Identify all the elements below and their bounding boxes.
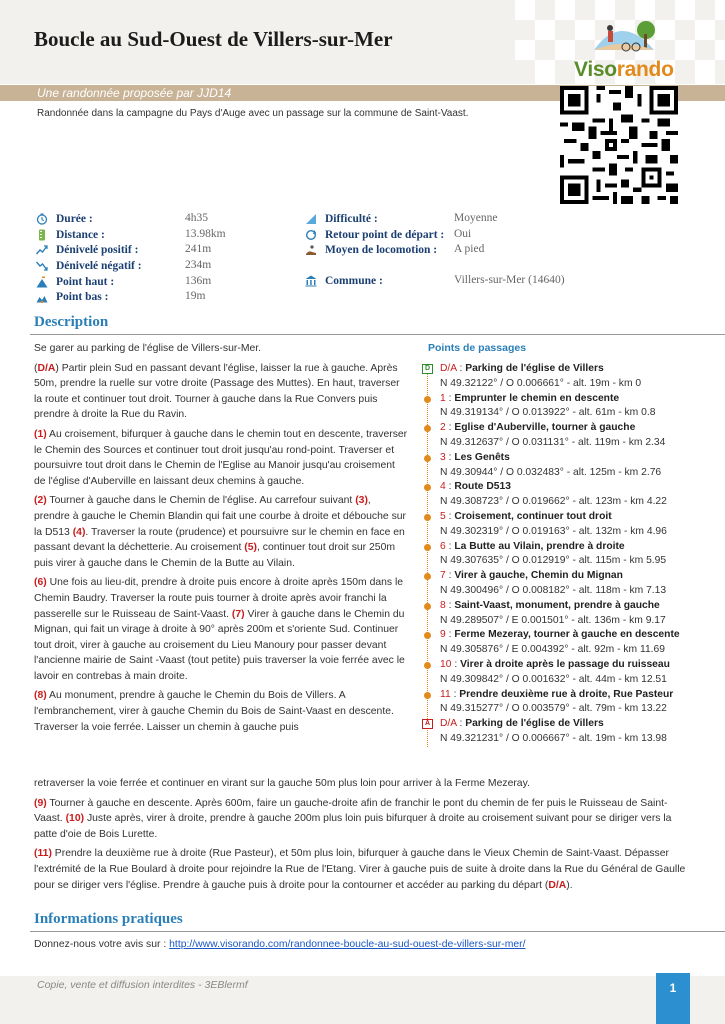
page-title: Boucle au Sud-Ouest de Villers-sur-Mer	[34, 27, 393, 51]
stat-low-point	[36, 290, 296, 306]
description-paragraph: (8) Au monument, prendre à gauche le Chemin du Bois de Villers. A l'embranchement, virer à gauche Chemin du Bois de Saint-Vaast en descente. Traverser la voie ferrée. Laisser un chemin à gauche puis	[34, 690, 394, 733]
description-paragraph: (D/A) Partir plein Sud en passant devant l'église, laisser la rue à gauche. Après 50m, prendre la ruelle sur votre droite (Passage des Muttes). En haut, traverser la route et continuer tout droit. Tourner à gauche dans la Rue Convers puis prendre à droite la Rue du Ravin.	[34, 362, 400, 421]
waypoint-item: 11 : Prendre deuxième rue à droite, Rue Pasteur N 49.315277° / O 0.003579° - alt. 79m - km 13.22	[422, 688, 702, 718]
stat-label: Distance :	[56, 228, 105, 241]
page-number: 1	[656, 973, 690, 1024]
practical-rule	[30, 931, 725, 932]
stat-difficulty	[305, 212, 605, 228]
ascent-icon	[36, 244, 48, 256]
stat-label: Dénivelé positif :	[56, 244, 139, 257]
town-hall-icon	[305, 275, 317, 287]
waypoint-dot-icon	[424, 396, 431, 403]
description-paragraph: (6) Une fois au lieu-dit, prendre à droite puis encore à droite après 150m dans le Chemin Baudry. Traverser la route puis tourner à droite après avoir franchi la passerelle sur le Ruisseau de Saint-Vaast. (7) Virer à gauche dans le Chemin du Mignan, qui fait un virage à droite à 90° après 200m et s'oriente Sud. Continuer tout droit, virer à gauche au croisement du Lieu Manoury pour passer devant l'ancienne mairie de Saint -Vaast (tout petite) puis traverser la voie ferrée avec le lavoir en contrebas à main droite.	[34, 577, 405, 682]
stats-left	[36, 212, 296, 306]
waypoint-dot-icon	[424, 632, 431, 639]
feedback-line	[34, 939, 525, 950]
waypoint-item: 2 : Eglise d'Auberville, tourner à gauche N 49.312637° / O 0.031131° - alt. 119m - km 2.34	[422, 421, 702, 451]
stat-value: 241m	[185, 243, 212, 256]
waypoints-list	[422, 362, 702, 747]
stat-value: A pied	[454, 243, 485, 256]
waypoint-dot-icon	[424, 662, 431, 669]
descent-icon	[36, 260, 48, 272]
waypoint-item: 6 : La Butte au Vilain, prendre à droite N 49.307635° / O 0.012919° - alt. 115m - km 5.95	[422, 540, 702, 570]
stat-label: Moyen de locomotion :	[325, 244, 438, 257]
waypoint-dot-icon	[424, 425, 431, 432]
waypoints-heading: Points de passages	[428, 342, 527, 354]
waypoint-item: 9 : Ferme Mezeray, tourner à gauche en descente N 49.305876° / E 0.004392° - alt. 92m - km 11.69	[422, 628, 702, 658]
ruler-icon	[36, 229, 48, 241]
description-paragraph: retraverser la voie ferrée et continuer en virant sur la gauche 50m plus loin pour arriver à la Ferme Mezeray.	[34, 778, 530, 789]
stat-value: Villers-sur-Mer (14640)	[454, 274, 565, 287]
stat-value: Oui	[454, 227, 472, 240]
stat-label: Commune :	[325, 275, 383, 288]
waypoint-dot-icon	[424, 544, 431, 551]
waypoint-item: 7 : Virer à gauche, Chemin du Mignan N 49.300496° / O 0.008182° - alt. 118m - km 7.13	[422, 569, 702, 599]
start-flag-icon: D	[422, 364, 433, 374]
stat-value: 13.98km	[185, 227, 226, 240]
stat-label: Point haut :	[56, 275, 115, 288]
logo-part-rando: rando	[616, 58, 674, 81]
description-column	[34, 341, 409, 739]
waypoint-dot-icon	[424, 603, 431, 610]
waypoint-item: 3 : Les Genêts N 49.30944° / O 0.032483° - alt. 125m - km 2.76	[422, 451, 702, 481]
feedback-link[interactable]: http://www.visorando.com/randonnee-boucle-au-sud-ouest-de-villers-sur-mer/	[169, 939, 526, 950]
stat-label: Durée :	[56, 213, 93, 225]
loop-icon	[305, 229, 317, 241]
intro-text: Randonnée dans la campagne du Pays d'Auge avec un passage sur la commune de Saint-Vaast.	[37, 108, 469, 119]
stat-label: Retour point de départ :	[325, 228, 445, 241]
description-paragraph: (1) Au croisement, bifurquer à gauche dans le chemin tout en descente, traverser le Chemin des Sources et continuer tout droit jusqu'au rond-point. Traverser et poursuivre tout droit dans le Chemin de l'Eglise au Manoir jusqu'au croisement de l'église d'Auberville en laissant deux chemins à gauche.	[34, 428, 408, 487]
practical-heading: Informations pratiques	[34, 911, 183, 927]
description-wide	[34, 776, 694, 897]
stat-return	[305, 228, 605, 244]
stats-right	[305, 212, 605, 290]
waypoint-dot-icon	[424, 514, 431, 521]
waypoint-item: 1 : Emprunter le chemin en descente N 49.319134° / O 0.013922° - alt. 61m - km 0.8	[422, 392, 702, 422]
waypoint-dot-icon	[424, 484, 431, 491]
stat-spacer	[305, 259, 605, 290]
logo-part-viso: Viso	[574, 58, 617, 81]
stat-ascent	[36, 243, 296, 259]
description-rule	[30, 334, 725, 335]
stat-locomotion	[305, 243, 605, 259]
description-paragraph: (2) Tourner à gauche dans le Chemin de l'église. Au carrefour suivant (3), prendre à gauche le Chemin Blandin qui fait une courbe à droite et débouche sur la D513 (4). Traverser la route (prudence) et poursuivre sur le chemin en face en passant devant la déchetterie. Au croisement (5), continuer tout droit sur 250m puis virer à gauche dans le Chemin de la Butte au Vilain.	[34, 495, 407, 569]
copyright-notice: Copie, vente et diffusion interdites - 3EBlermf	[37, 979, 248, 991]
author-subtitle: Une randonnée proposée par JJD14	[37, 86, 232, 100]
stat-value: 234m	[185, 259, 212, 272]
description-paragraph: (9) Tourner à gauche en descente. Après 600m, faire un gauche-droite afin de franchir le pont du chemin de fer puis le Ruisseau de Saint-Vaast. (10) Juste après, virer à droite, prendre à gauche 200m plus loin puis bifurquer à droite au croisement suivant pour se diriger vers la patte d'oie de Bois Lurette.	[34, 797, 672, 840]
waypoint-item: 10 : Virer à droite après le passage du ruisseau N 49.309842° / O 0.001632° - alt. 44m - km 12.51	[422, 658, 702, 688]
finish-flag-icon: A	[422, 719, 433, 729]
stat-value: 19m	[185, 290, 206, 303]
clock-icon	[36, 213, 48, 225]
stat-label: Dénivelé négatif :	[56, 260, 142, 273]
description-paragraph: (11) Prendre la deuxième rue à droite (Rue Pasteur), et 50m plus loin, bifurquer à gauche dans le Vieux Chemin de Saint-Vaast. Dépasser l'extrémité de la Rue Boulard à droite pour rejoindre la Rue de l'Etang. Virer à gauche puis de suite à droite dans la Rue du Général de Gaulle pour se diriger vers l'église. Prendre à gauche puis à droite pour la contourner et accéder au parking du départ (D/A).	[34, 848, 686, 891]
waypoint-item: D D/A : Parking de l'église de Villers N 49.32122° / O 0.006661° - alt. 19m - km 0	[422, 362, 702, 392]
stat-label: Point bas :	[56, 291, 109, 304]
low-point-icon	[36, 291, 48, 303]
waypoint-dot-icon	[424, 692, 431, 699]
waypoint-item: 4 : Route D513 N 49.308723° / O 0.019662° - alt. 123m - km 4.22	[422, 480, 702, 510]
stat-value: 136m	[185, 274, 212, 287]
stat-duration	[36, 212, 296, 228]
stat-descent	[36, 259, 296, 275]
stat-label: Difficulté :	[325, 213, 378, 225]
waypoint-item: 5 : Croisement, continuer tout droit N 49.302319° / O 0.019163° - alt. 132m - km 4.96	[422, 510, 702, 540]
waypoint-item: 8 : Saint-Vaast, monument, prendre à gauche N 49.289507° / E 0.001501° - alt. 136m - km 9.17	[422, 599, 702, 629]
waypoint-dot-icon	[424, 573, 431, 580]
waypoint-item: A D/A : Parking de l'église de Villers N 49.321231° / O 0.006667° - alt. 19m - km 13.98	[422, 717, 702, 747]
feedback-text: Donnez-nous votre avis sur :	[34, 939, 167, 950]
stat-high-point	[36, 275, 296, 291]
waypoint-dot-icon	[424, 455, 431, 462]
visorando-logo-text	[574, 58, 674, 82]
difficulty-icon	[305, 213, 317, 225]
high-point-icon	[36, 276, 48, 288]
stat-value: Moyenne	[454, 212, 498, 224]
qr-code-icon	[559, 86, 679, 204]
stat-distance	[36, 228, 296, 244]
description-paragraph: Se garer au parking de l'église de Villers-sur-Mer.	[34, 343, 262, 354]
hiker-icon	[305, 244, 317, 256]
description-heading: Description	[34, 314, 109, 330]
stat-value: 4h35	[185, 212, 208, 224]
